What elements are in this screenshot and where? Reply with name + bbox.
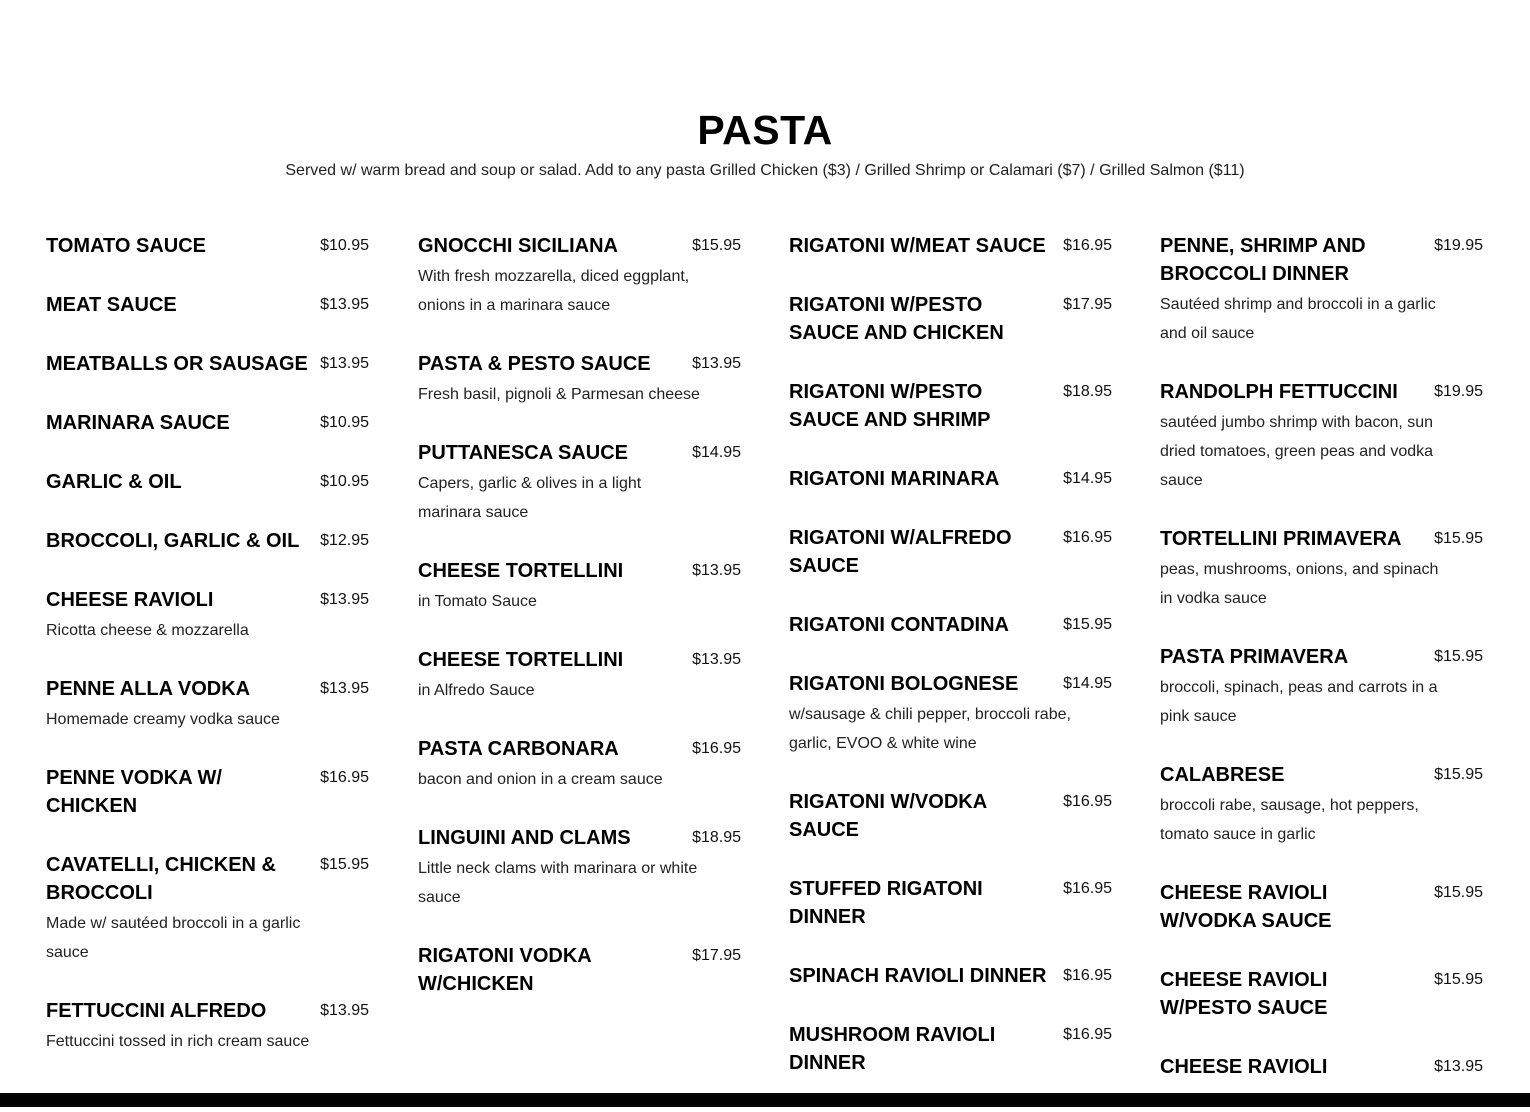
menu-item-price: $10.95 [320,414,369,431]
menu-item-header [789,232,1112,260]
menu-item-price: $15.95 [1434,648,1483,665]
menu-item-description: Made w/ sautéed broccoli in a garlic sauce [46,915,301,961]
menu-item-description: w/sausage & chili pepper, broccoli rabe, garlic, EVOO & white wine [789,706,1071,752]
menu-item-header [1160,378,1483,406]
menu-item [46,764,369,820]
menu-item-header [1160,761,1483,789]
menu-item-name: CHEESE TORTELLINI [418,649,624,671]
menu-item [789,670,1112,758]
menu-item-price: $19.95 [1434,237,1483,254]
bottom-bar [0,1093,1530,1107]
menu-item-description: Fettuccini tossed in rich cream sauce [46,1033,310,1050]
page-title: PASTA [697,107,833,153]
menu-item-price: $15.95 [692,237,741,254]
menu-item-header [1160,643,1483,671]
menu-item [418,439,741,527]
menu-item-description: in Tomato Sauce [418,593,537,610]
menu-item-price: $13.95 [320,355,369,372]
menu-item-header [1160,525,1483,553]
menu-item-name: CHEESE RAVIOLI W/PESTO SAUCE [1160,969,1328,1019]
menu-item [1160,879,1483,935]
menu-item-price: $15.95 [1434,766,1483,783]
menu-item [1160,378,1483,495]
menu-item-price: $15.95 [1434,884,1483,901]
menu-item-header [46,291,369,319]
menu-item-name: LINGUINI AND CLAMS [418,827,631,849]
menu-item-name: CHEESE RAVIOLI [46,589,214,611]
menu-item [46,675,369,734]
menu-item [46,586,369,645]
menu-item-name: RIGATONI W/MEAT SAUCE [789,235,1046,257]
menu-item-header [789,1021,1112,1077]
menu-item-price: $15.95 [1434,530,1483,547]
menu-item-name: STUFFED RIGATONI DINNER [789,878,983,928]
menu-item-header [46,468,369,496]
menu-item-price: $16.95 [1063,967,1112,984]
menu-item [789,1021,1112,1077]
menu-item [46,291,369,319]
menu-item-name: PENNE, SHRIMP AND BROCCOLI DINNER [1160,235,1366,285]
menu-item-header [789,962,1112,990]
menu-item-header [789,611,1112,639]
menu-item-name: RIGATONI BOLOGNESE [789,673,1019,695]
menu-item-name: PASTA CARBONARA [418,738,619,760]
menu-item-name: CHEESE TORTELLINI [418,560,624,582]
menu-item-header [789,788,1112,844]
menu-column-2 [418,232,741,1029]
menu-item-name: MUSHROOM RAVIOLI DINNER [789,1024,996,1074]
menu-item-name: CHEESE RAVIOLI [1160,1056,1328,1078]
menu-item [46,409,369,437]
menu-item-name: CAVATELLI, CHICKEN & BROCCOLI [46,854,276,904]
menu-item [46,468,369,496]
menu-item-description: Sautéed shrimp and broccoli in a garlic and oil sauce [1160,296,1436,342]
menu-item-price: $13.95 [692,562,741,579]
menu-item-header [1160,232,1483,288]
menu-item-name: RANDOLPH FETTUCCINI [1160,381,1398,403]
menu-item [789,875,1112,931]
menu-item-price: $15.95 [1434,971,1483,988]
menu-item-price: $18.95 [1063,383,1112,400]
menu-item-header [1160,1053,1483,1081]
menu-item-price: $19.95 [1434,383,1483,400]
menu-item-name: TOMATO SAUCE [46,235,207,257]
menu-item-header [46,764,369,820]
menu-item-header [46,851,369,907]
menu-item-price: $12.95 [320,532,369,549]
menu-item-price: $13.95 [692,651,741,668]
menu-item-name: RIGATONI W/PESTO SAUCE AND SHRIMP [789,381,991,431]
menu-item-header [46,527,369,555]
menu-item [1160,232,1483,348]
menu-item-price: $17.95 [692,947,741,964]
menu-item [789,378,1112,434]
menu-item-price: $16.95 [1063,880,1112,897]
menu-item-price: $16.95 [1063,793,1112,810]
menu-item-price: $10.95 [320,473,369,490]
menu-item-price: $13.95 [692,355,741,372]
menu-item-header [418,824,741,852]
menu-item [46,232,369,260]
menu-item-name: CALABRESE [1160,764,1285,786]
menu-item-name: RIGATONI W/ALFREDO SAUCE [789,527,1012,577]
menu-item-header [418,232,741,260]
menu-item-price: $13.95 [320,296,369,313]
menu-item-name: PENNE ALLA VODKA [46,678,251,700]
menu-item-price: $15.95 [1063,616,1112,633]
menu-item [418,232,741,320]
menu-item [418,350,741,409]
menu-item-name: RIGATONI CONTADINA [789,614,1009,636]
menu-item-header [46,675,369,703]
menu-item-price: $14.95 [1063,675,1112,692]
menu-item-description: Homemade creamy vodka sauce [46,711,280,728]
menu-item-price: $13.95 [320,680,369,697]
menu-item-price: $17.95 [1063,296,1112,313]
menu-item-header [418,557,741,585]
menu-item-header [418,735,741,763]
menu-item-header [46,997,369,1025]
menu-item [789,465,1112,493]
menu-item-description: Capers, garlic & olives in a light marinara sauce [418,475,642,521]
menu-item-name: CHEESE RAVIOLI W/VODKA SAUCE [1160,882,1332,932]
menu-item-price: $16.95 [1063,1026,1112,1043]
menu-item-price: $16.95 [1063,529,1112,546]
menu-item-price: $13.95 [1434,1058,1483,1075]
menu-item-description: peas, mushrooms, onions, and spinach in vodka sauce [1160,561,1439,607]
menu-item [1160,525,1483,613]
menu-item-description: in Alfredo Sauce [418,682,535,699]
menu-item [418,735,741,794]
menu-item-header [418,646,741,674]
menu-item [46,527,369,555]
menu-item [789,788,1112,844]
menu-item-name: MEAT SAUCE [46,294,177,316]
menu-item-description: sautéed jumbo shrimp with bacon, sun dried tomatoes, green peas and vodka sauce [1160,414,1434,489]
menu-item-header [418,350,741,378]
menu-item-price: $13.95 [320,591,369,608]
menu-item-name: RIGATONI W/VODKA SAUCE [789,791,987,841]
menu-item-price: $14.95 [692,444,741,461]
menu-item-header [789,875,1112,931]
menu-item-header [789,378,1112,434]
menu-item-name: PASTA & PESTO SAUCE [418,353,651,375]
menu-item-name: SPINACH RAVIOLI DINNER [789,965,1047,987]
menu-item [789,232,1112,260]
menu-item-description: bacon and onion in a cream sauce [418,771,663,788]
menu-item [789,962,1112,990]
menu-item [1160,966,1483,1022]
menu-item-name: GARLIC & OIL [46,471,182,493]
menu-item [418,557,741,616]
menu-item [789,611,1112,639]
menu-item-name: PENNE VODKA W/ CHICKEN [46,767,222,817]
menu-item-price: $15.95 [320,856,369,873]
menu-subtitle: Served w/ warm bread and soup or salad. Add to any pasta Grilled Chicken ($3) / Grilled Shrimp or Calamari ($7) / Grilled Salmon ($11) [285,162,1245,179]
menu-item-header [46,232,369,260]
menu-item-price: $18.95 [692,829,741,846]
menu-item-description: Ricotta cheese & mozzarella [46,622,249,639]
menu-item [1160,643,1483,731]
menu-item [418,824,741,912]
menu-item [46,851,369,967]
menu-item-header [46,350,369,378]
menu-item-price: $16.95 [692,740,741,757]
menu-item-header [789,670,1112,698]
menu-item [1160,1053,1483,1081]
menu-item-name: RIGATONI VODKA W/CHICKEN [418,945,591,995]
menu-item-description: Fresh basil, pignoli & Parmesan cheese [418,386,700,403]
menu-item-description: broccoli, spinach, peas and carrots in a pink sauce [1160,679,1438,725]
menu-item-header [418,439,741,467]
menu-item-price: $16.95 [1063,237,1112,254]
menu-item [1160,761,1483,849]
menu-item-header [1160,966,1483,1022]
menu-item-price: $10.95 [320,237,369,254]
menu-item-name: TORTELLINI PRIMAVERA [1160,528,1402,550]
menu-item-header [46,409,369,437]
menu-item [789,291,1112,347]
menu-item-name: MEATBALLS OR SAUSAGE [46,353,308,375]
menu-item [418,646,741,705]
menu-column-3 [789,232,1112,1108]
menu-item-price: $14.95 [1063,470,1112,487]
menu-item-name: PASTA PRIMAVERA [1160,646,1349,668]
menu-item-description: Little neck clams with marinara or white sauce [418,860,698,906]
menu-item-name: FETTUCCINI ALFREDO [46,1000,267,1022]
menu-column-4 [1160,232,1483,1112]
menu-item-description: broccoli rabe, sausage, hot peppers, tomato sauce in garlic [1160,797,1419,843]
menu-item [789,524,1112,580]
menu-item-name: BROCCOLI, GARLIC & OIL [46,530,300,552]
menu-item-name: MARINARA SAUCE [46,412,230,434]
menu-item [46,997,369,1056]
menu-item-name: RIGATONI W/PESTO SAUCE AND CHICKEN [789,294,1004,344]
menu-item-header [789,524,1112,580]
menu-item-price: $13.95 [320,1002,369,1019]
menu-item [46,350,369,378]
menu-item-header [1160,879,1483,935]
menu-item-header [789,291,1112,347]
menu-item [418,942,741,998]
menu-item-header [46,586,369,614]
menu-item-description: With fresh mozzarella, diced eggplant, onions in a marinara sauce [418,268,690,314]
menu-item-price: $16.95 [320,769,369,786]
menu-item-name: RIGATONI MARINARA [789,468,1000,490]
menu-item-header [789,465,1112,493]
menu-item-name: GNOCCHI SICILIANA [418,235,618,257]
menu-item-name: PUTTANESCA SAUCE [418,442,629,464]
menu-column-1 [46,232,369,1086]
menu-item-header [418,942,741,998]
